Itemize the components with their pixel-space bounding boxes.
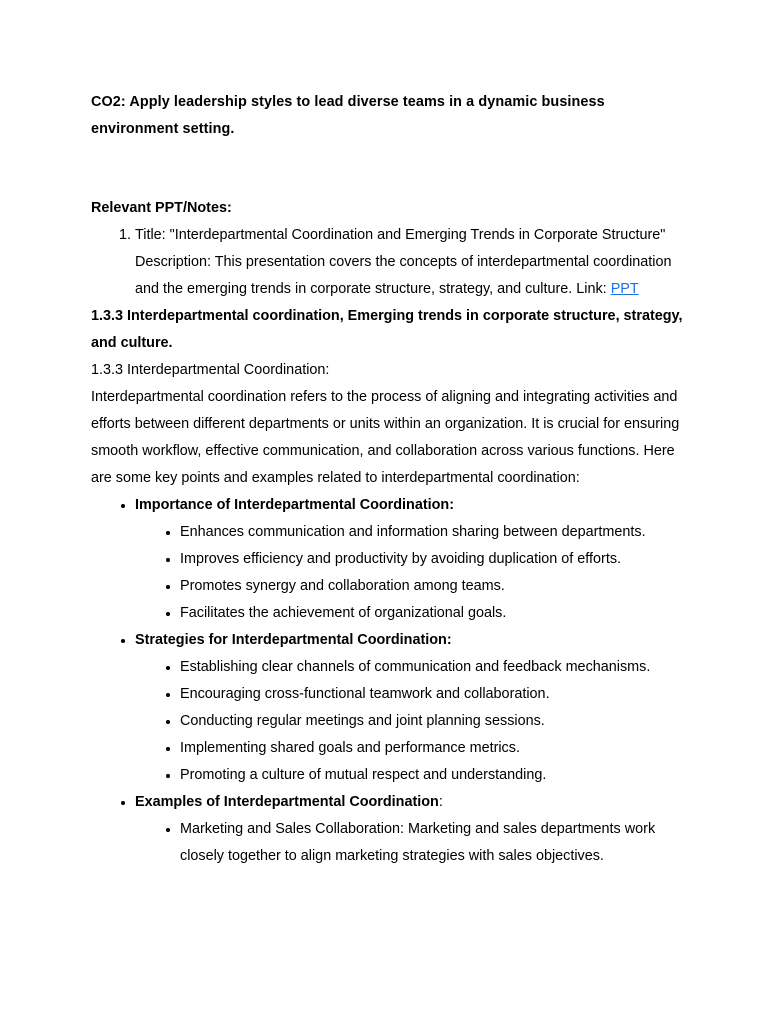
- topic-title: Strategies for Interdepartmental Coordination:: [135, 632, 452, 648]
- list-item: • Enhances communication and information sharing between departments.: [180, 519, 691, 546]
- list-item: • Promoting a culture of mutual respect and understanding.: [180, 762, 691, 789]
- list-item: • Improves efficiency and productivity by avoiding duplication of efforts.: [180, 546, 691, 573]
- list-item: • Facilitates the achievement of organizational goals.: [180, 600, 691, 627]
- topic-title: Examples of Interdepartmental Coordination: [135, 794, 439, 810]
- ppt-list-item: [135, 222, 691, 303]
- topic-examples: [135, 789, 691, 870]
- list-item: • Promotes synergy and collaboration among teams.: [180, 573, 691, 600]
- list-item: • Conducting regular meetings and joint planning sessions.: [180, 708, 691, 735]
- list-item: • Establishing clear channels of communication and feedback mechanisms.: [180, 654, 691, 681]
- subheading: 1.3.3 Interdepartmental Coordination:: [91, 362, 330, 378]
- topic-importance: [135, 492, 691, 627]
- ppt-list: [91, 222, 691, 303]
- intro-paragraph: Interdepartmental coordination refers to the process of aligning and integrating activities and efforts between different departments or units within an organization. It is crucial for ensuring smooth workflow, effective communication, and collaboration across various functions. Here are some key points and examples related to interdepartmental coordination:: [91, 389, 680, 486]
- list-item: • Implementing shared goals and performance metrics.: [180, 735, 691, 762]
- course-outcome-heading: CO2: Apply leadership styles to lead diverse teams in a dynamic business environment setting.: [91, 94, 605, 137]
- topic-sublist: [135, 816, 691, 870]
- relevant-notes-label: Relevant PPT/Notes:: [91, 200, 232, 216]
- ppt-link[interactable]: PPT: [610, 281, 639, 297]
- topic-strategies: [135, 627, 691, 789]
- topic-sublist: [135, 519, 691, 627]
- topic-title: Importance of Interdepartmental Coordination:: [135, 497, 455, 513]
- list-item: • Encouraging cross-functional teamwork and collaboration.: [180, 681, 691, 708]
- document-body: [91, 195, 691, 870]
- topic-sublist: [135, 654, 691, 789]
- section-heading: 1.3.3 Interdepartmental coordination, Emerging trends in corporate structure, strategy, and culture.: [91, 308, 683, 351]
- topic-title-suffix: :: [438, 794, 443, 810]
- topic-list: [91, 492, 691, 870]
- ppt-item-text: Title: "Interdepartmental Coordination and Emerging Trends in Corporate Structure" Description: This presentation covers the concepts of interdepartmental coordination and the emerging trends in corporate structure, strategy, and culture. Link:: [135, 227, 672, 297]
- list-item: • Marketing and Sales Collaboration: Marketing and sales departments work closely together to align marketing strategies with sales objectives.: [180, 816, 691, 870]
